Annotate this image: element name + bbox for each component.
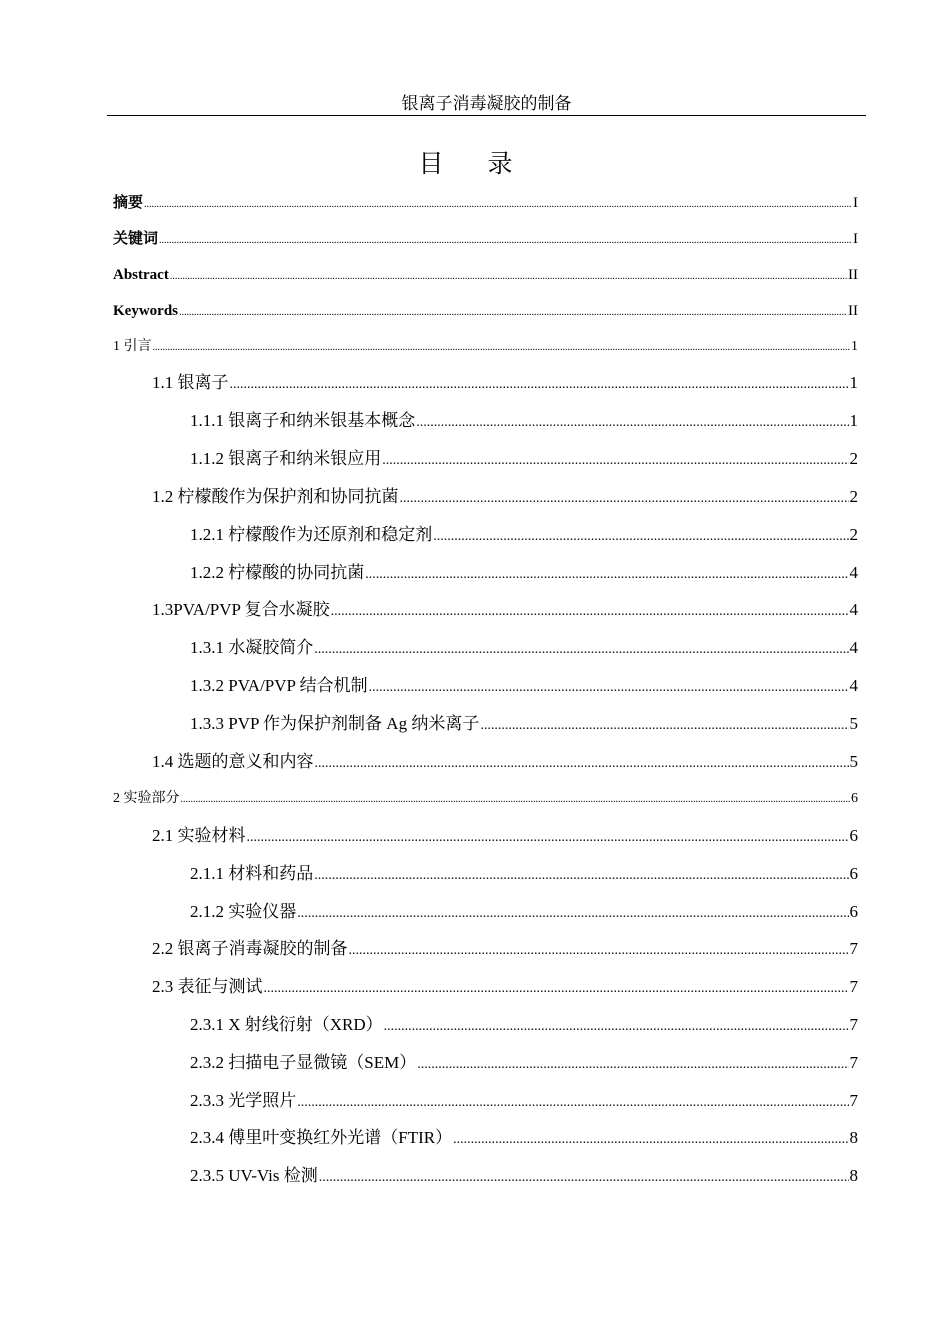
toc-entry[interactable] — [113, 193, 858, 215]
toc-entry-label: 1.4 选题的意义和内容 — [152, 752, 314, 771]
toc-entry-label: 2.3.2 扫描电子显微镜（SEM） — [190, 1053, 417, 1072]
toc-entry-page: 7 — [849, 939, 858, 958]
toc-leader — [247, 827, 849, 849]
toc-entry[interactable] — [113, 337, 858, 358]
toc-entry[interactable] — [152, 751, 858, 775]
toc-entry-label: 1.3PVA/PVP 复合水凝胶 — [152, 600, 330, 619]
toc-leader — [400, 488, 849, 510]
toc-entry-label: 2 实验部分 — [113, 791, 180, 806]
toc-entry-page: 2 — [849, 525, 858, 544]
toc-entry-label: 2.3.4 傅里叶变换红外光谱（FTIR） — [190, 1128, 453, 1147]
toc-leader — [230, 374, 849, 396]
toc-entry-label: 1.3.3 PVP 作为保护剂制备 Ag 纳米离子 — [190, 714, 480, 733]
toc-entry-page: II — [848, 303, 858, 319]
toc-leader — [453, 1129, 848, 1151]
toc-entry[interactable] — [190, 675, 858, 699]
toc-entry[interactable] — [190, 1090, 858, 1114]
toc-leader — [297, 1092, 848, 1114]
toc-entry-page: 6 — [849, 864, 858, 883]
toc-entry-label: 2.3.5 UV-Vis 检测 — [190, 1166, 318, 1185]
toc-entry-page: 2 — [849, 449, 858, 468]
toc-entry-page: 8 — [849, 1128, 858, 1147]
toc-leader — [153, 338, 851, 358]
toc-entry-page: 1 — [849, 373, 858, 392]
toc-entry-page: 7 — [849, 1053, 858, 1072]
toc-leader — [349, 940, 849, 962]
toc-leader — [314, 865, 848, 887]
toc-entry[interactable] — [152, 976, 858, 1000]
toc-entry-page: 4 — [849, 600, 858, 619]
toc-entry-label: Keywords — [113, 303, 178, 319]
toc-entry-label: 1.2.2 柠檬酸的协同抗菌 — [190, 563, 365, 582]
toc-entry[interactable] — [113, 265, 858, 287]
toc-entry-label: 2.3.1 X 射线衍射（XRD） — [190, 1015, 383, 1034]
toc-leader — [382, 450, 848, 472]
toc-entry-label: 2.1.1 材料和药品 — [190, 864, 314, 883]
toc-entry-page: 4 — [849, 676, 858, 695]
toc-entry-label: 1.1 银离子 — [152, 373, 229, 392]
toc-leader — [181, 790, 851, 810]
toc-entry-page: 7 — [849, 1091, 858, 1110]
toc-entry[interactable] — [152, 372, 858, 396]
page-header-title: 银离子消毒凝胶的制备 — [401, 94, 572, 113]
toc-entry-label: 2.1 实验材料 — [152, 826, 246, 845]
toc-leader — [331, 601, 849, 623]
toc-entry[interactable] — [190, 410, 858, 434]
toc-entry[interactable] — [190, 1014, 858, 1038]
toc-entry[interactable] — [190, 863, 858, 887]
toc-entry[interactable] — [190, 637, 858, 661]
toc-entry[interactable] — [152, 938, 858, 962]
toc-entry-page: 7 — [849, 977, 858, 996]
toc-entry[interactable] — [190, 1165, 858, 1189]
toc-leader — [416, 412, 848, 434]
toc-entry-page: 1 — [851, 339, 858, 354]
toc-entry[interactable] — [113, 789, 858, 810]
toc-entry-page: 5 — [849, 752, 858, 771]
toc-entry[interactable] — [152, 825, 858, 849]
toc-entry-label: 1 引言 — [113, 339, 152, 354]
toc-leader — [480, 715, 848, 737]
toc-leader — [319, 1167, 849, 1189]
toc-leader — [297, 903, 848, 925]
toc-entry-page: I — [853, 195, 858, 211]
toc-entry-label: 1.1.1 银离子和纳米银基本概念 — [190, 411, 416, 430]
toc-entry-page: 7 — [849, 1015, 858, 1034]
toc-entry-page: 2 — [849, 487, 858, 506]
toc-entry-label: 1.3.2 PVA/PVP 结合机制 — [190, 676, 368, 695]
toc-entry[interactable] — [190, 524, 858, 548]
toc-leader — [369, 677, 849, 699]
toc-leader — [159, 231, 852, 251]
toc-leader — [417, 1054, 848, 1076]
toc-entry-label: 1.2 柠檬酸作为保护剂和协同抗菌 — [152, 487, 399, 506]
toc-leader — [433, 526, 848, 548]
toc-entry-page: II — [848, 267, 858, 283]
toc-entry-label: Abstract — [113, 267, 169, 283]
toc-leader — [315, 753, 849, 775]
toc-entry[interactable] — [190, 562, 858, 586]
toc-entry-label: 摘要 — [113, 195, 144, 211]
toc-entry-label: 关键词 — [113, 231, 159, 247]
toc-entry-page: 4 — [849, 638, 858, 657]
toc-leader — [144, 195, 852, 215]
toc-entry[interactable] — [152, 486, 858, 510]
toc-entry-label: 2.2 银离子消毒凝胶的制备 — [152, 939, 348, 958]
toc-entry[interactable] — [190, 1127, 858, 1151]
toc-leader — [365, 564, 848, 586]
toc-entry-label: 2.3.3 光学照片 — [190, 1091, 297, 1110]
toc-entry[interactable] — [190, 1052, 858, 1076]
toc-entry-page: 1 — [849, 411, 858, 430]
toc-entry-label: 2.1.2 实验仪器 — [190, 902, 297, 921]
toc-entry-label: 1.3.1 水凝胶简介 — [190, 638, 314, 657]
toc-leader — [264, 978, 849, 1000]
toc-leader — [384, 1016, 849, 1038]
toc-entry[interactable] — [113, 301, 858, 323]
toc-entry[interactable] — [190, 901, 858, 925]
toc-entry-page: 5 — [849, 714, 858, 733]
toc-entry-page: I — [853, 231, 858, 247]
toc-leader — [314, 639, 848, 661]
toc-entry-page: 8 — [849, 1166, 858, 1185]
toc-entry-label: 1.1.2 银离子和纳米银应用 — [190, 449, 382, 468]
toc-entry-page: 4 — [849, 563, 858, 582]
toc-entry[interactable] — [190, 448, 858, 472]
toc-entry-page: 6 — [849, 826, 858, 845]
toc-entry[interactable] — [113, 229, 858, 251]
toc-entry-label: 1.2.1 柠檬酸作为还原剂和稳定剂 — [190, 525, 433, 544]
toc-entry-label: 2.3 表征与测试 — [152, 977, 263, 996]
toc-entry-page: 6 — [851, 791, 858, 806]
toc-entry[interactable] — [190, 713, 858, 737]
toc-title: 目录 — [418, 149, 557, 178]
toc-entry[interactable] — [152, 599, 858, 623]
toc-leader — [170, 267, 847, 287]
toc-leader — [179, 303, 847, 323]
toc-entry-page: 6 — [849, 902, 858, 921]
